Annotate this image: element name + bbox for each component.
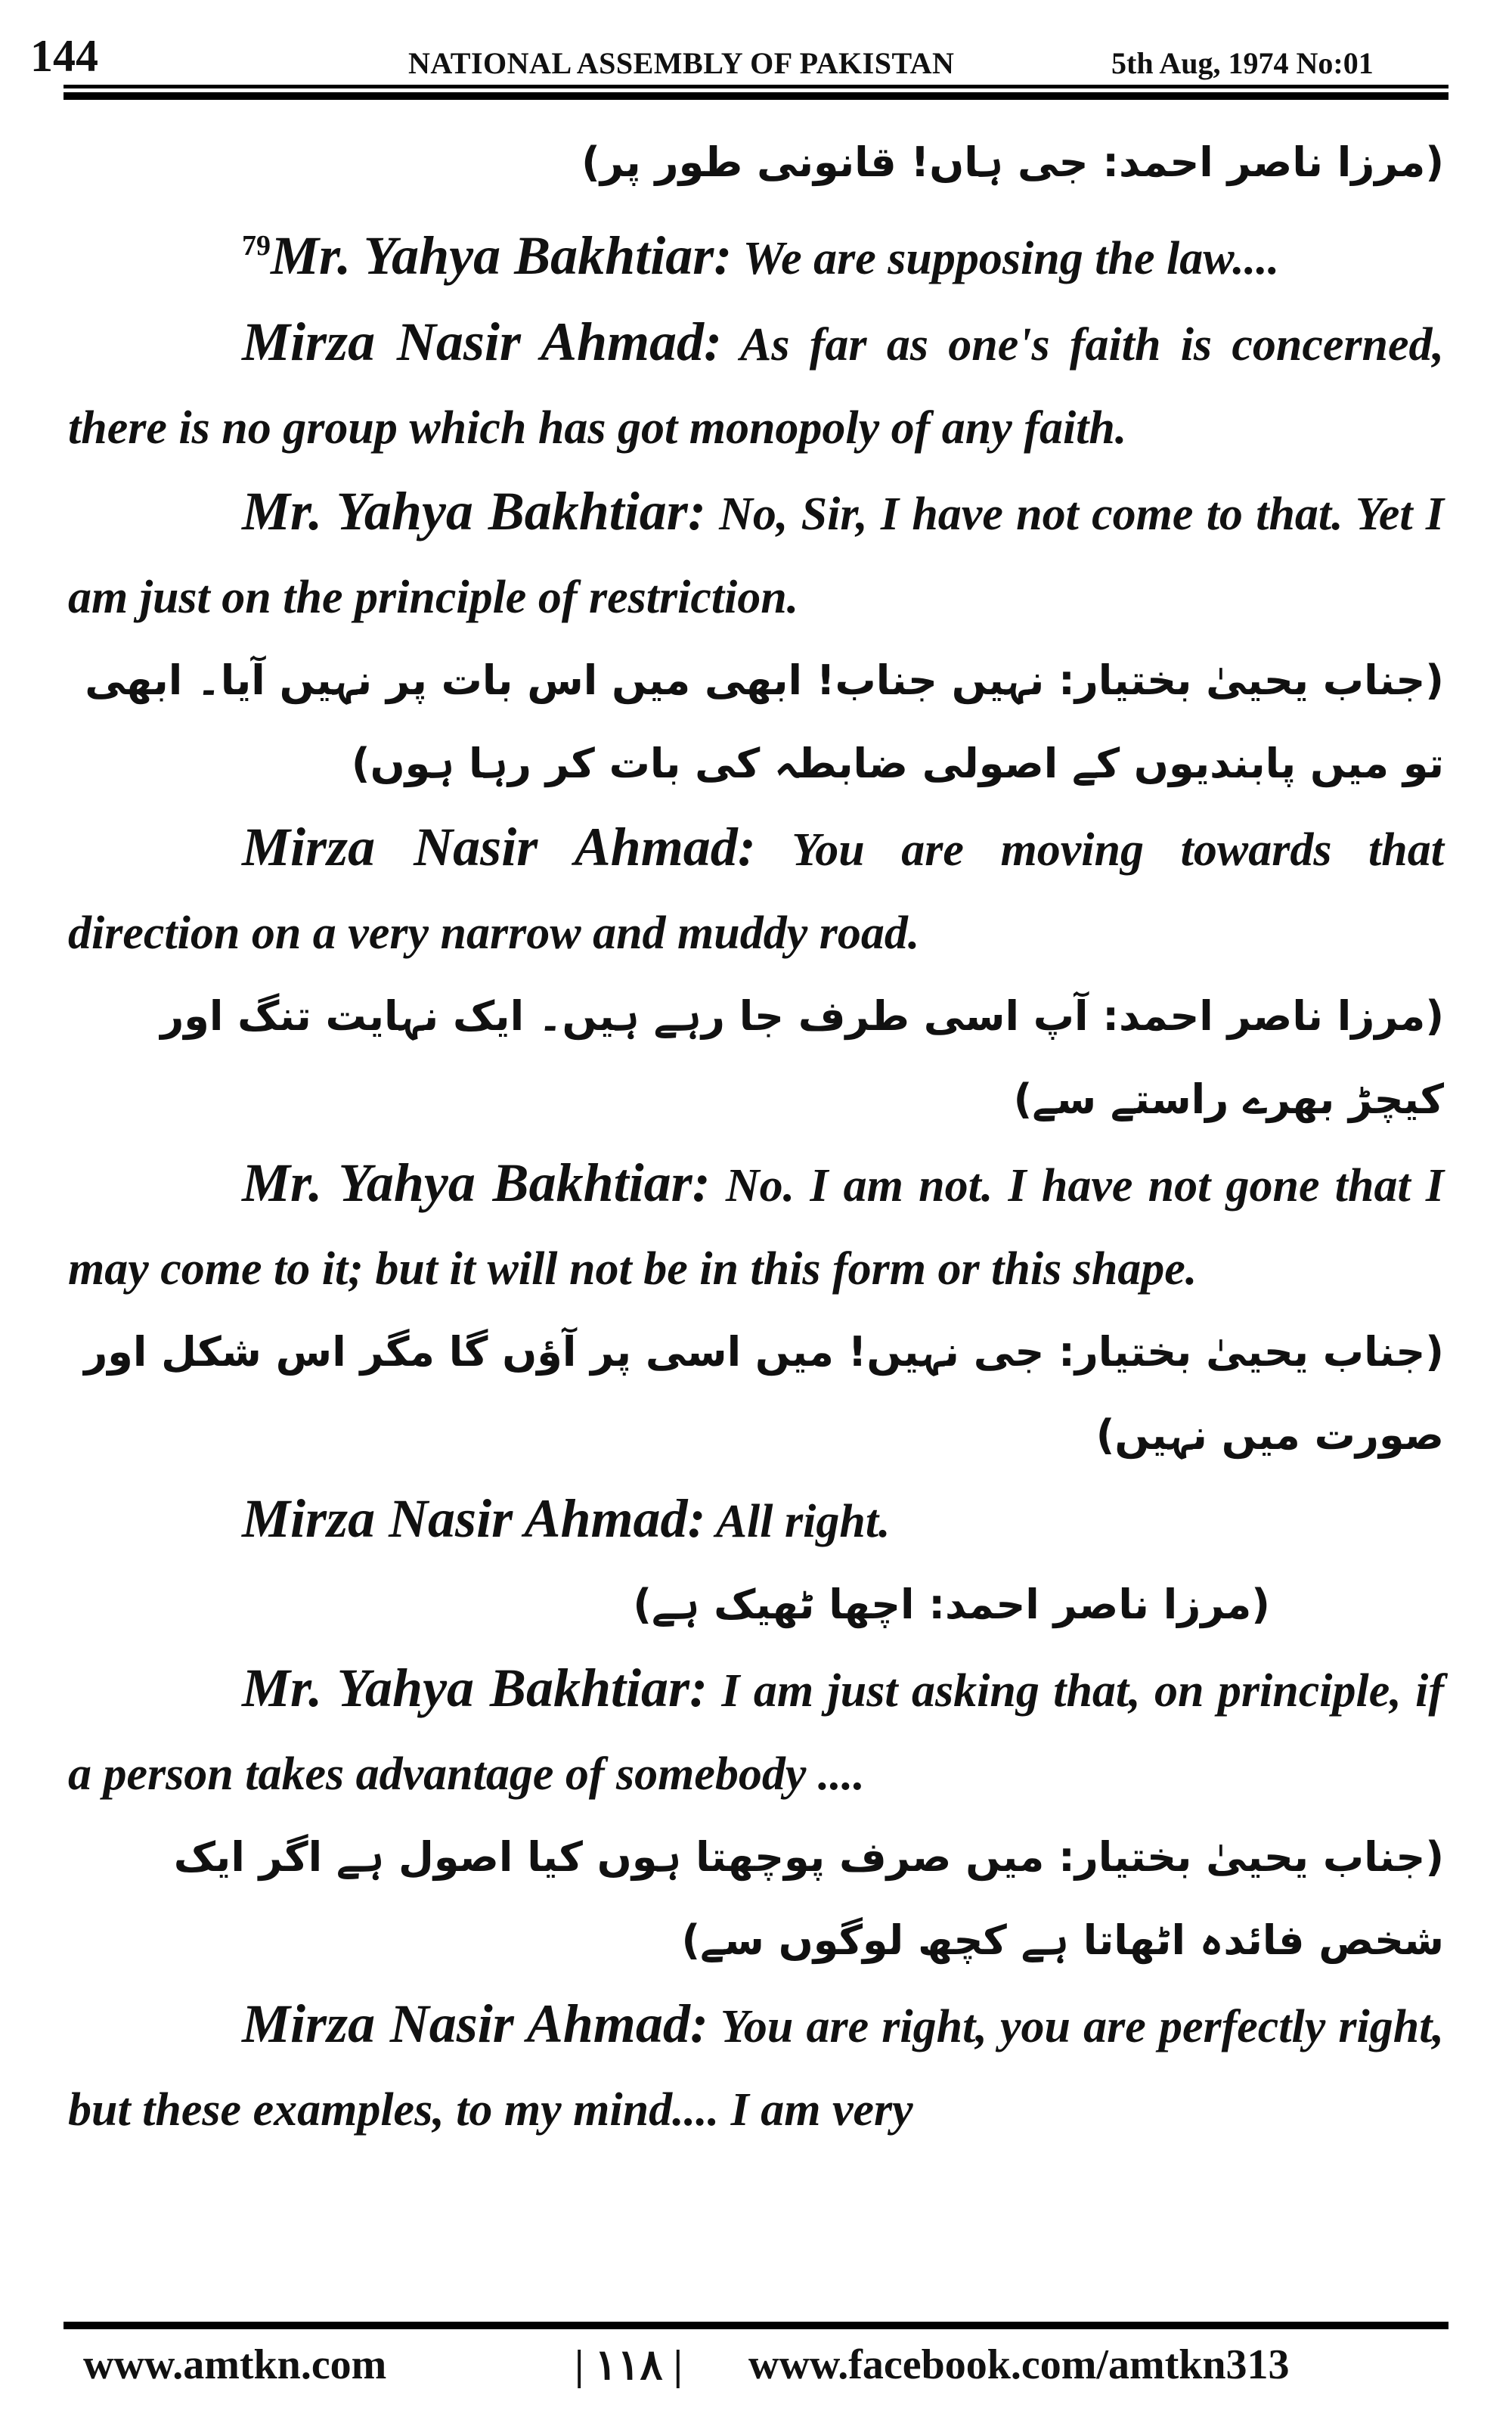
urdu-line: (مرزا ناصر احمد: آپ اسی طرف جا رہے ہیں۔ ایک نہایت تنگ اور کیچڑ بھرے راستے سے) <box>160 992 1444 1123</box>
speaker-name: Mirza Nasir Ahmad: <box>242 312 723 372</box>
speech-text: No, Sir, I have not come to that. Yet I am just on the principle of restriction. <box>68 489 1444 623</box>
transcript-paragraph <box>68 204 1444 300</box>
speech-text: I am just asking that, on principle, if a person takes advantage of somebody .... <box>68 1665 1445 1800</box>
speech-text: All right. <box>715 1496 891 1547</box>
transcript-paragraph <box>68 1646 1444 1816</box>
header-rule-thick <box>64 92 1448 100</box>
footer-site-link[interactable]: www.amtkn.com <box>83 2341 387 2388</box>
footnote-marker: 79 <box>242 230 271 262</box>
urdu-line: (مرزا ناصر احمد: اچھا ٹھیک ہے) <box>633 1581 1270 1628</box>
speaker-name: Mr. Yahya Bakhtiar: <box>242 481 706 541</box>
footer-rule <box>64 2322 1448 2329</box>
transcript-paragraph <box>68 1141 1444 1311</box>
urdu-line: (جناب یحییٰ بختیار: جی نہیں! میں اسی پر آؤں گا مگر اس شکل اور صورت میں نہیں) <box>84 1328 1444 1459</box>
transcript-paragraph <box>68 1982 1444 2152</box>
transcript-paragraph <box>68 1477 1444 1563</box>
speech-text: No. I am not. I have not gone that I may come to it; but it will not be in this form or this shape. <box>68 1160 1445 1295</box>
footer-page-ref: | ۱۱۸ | <box>575 2342 683 2389</box>
speaker-name: Mr. Yahya Bakhtiar: <box>242 1153 711 1213</box>
speaker-name: Mr. Yahya Bakhtiar: <box>271 225 733 286</box>
transcript-paragraph <box>68 300 1444 470</box>
speaker-name: Mirza Nasir Ahmad: <box>242 1993 708 2054</box>
urdu-line: (جناب یحییٰ بختیار: میں صرف پوچھتا ہوں کیا اصول ہے اگر ایک شخص فائدہ اٹھاتا ہے کچھ لوگوں سے) <box>173 1833 1444 1964</box>
transcript-body <box>68 121 1444 2152</box>
urdu-line: (مرزا ناصر احمد: جی ہاں! قانونی طور پر) <box>581 138 1444 186</box>
speaker-name: Mr. Yahya Bakhtiar: <box>242 1658 708 1718</box>
header-rule-thin <box>64 85 1448 88</box>
footer-facebook-link[interactable]: www.facebook.com/amtkn313 <box>748 2341 1290 2388</box>
page-header <box>0 30 1512 91</box>
header-title: NATIONAL ASSEMBLY OF PAKISTAN <box>408 46 955 80</box>
transcript-paragraph <box>68 470 1444 639</box>
speech-text: You are moving towards that direction on a very narrow and muddy road. <box>68 824 1444 959</box>
speech-text: As far as one's faith is concerned, there is no group which has got monopoly of any faith. <box>68 319 1444 454</box>
transcript-paragraph <box>68 805 1444 975</box>
urdu-line: (جناب یحییٰ بختیار: نہیں جناب! ابھی میں اس بات پر نہیں آیا۔ ابھی تو میں پابندیوں کے اصولی ضابطہ کی بات کر رہا ہوں) <box>85 656 1444 787</box>
header-date: 5th Aug, 1974 No:01 <box>1111 46 1374 80</box>
page-number: 144 <box>30 31 98 81</box>
speech-text: You are right, you are perfectly right, but these examples, to my mind.... I am very <box>68 2001 1444 2136</box>
speech-text: We are supposing the law.... <box>742 233 1280 284</box>
page-footer <box>0 2341 1512 2401</box>
speaker-name: Mirza Nasir Ahmad: <box>242 817 756 877</box>
speaker-name: Mirza Nasir Ahmad: <box>242 1488 706 1549</box>
